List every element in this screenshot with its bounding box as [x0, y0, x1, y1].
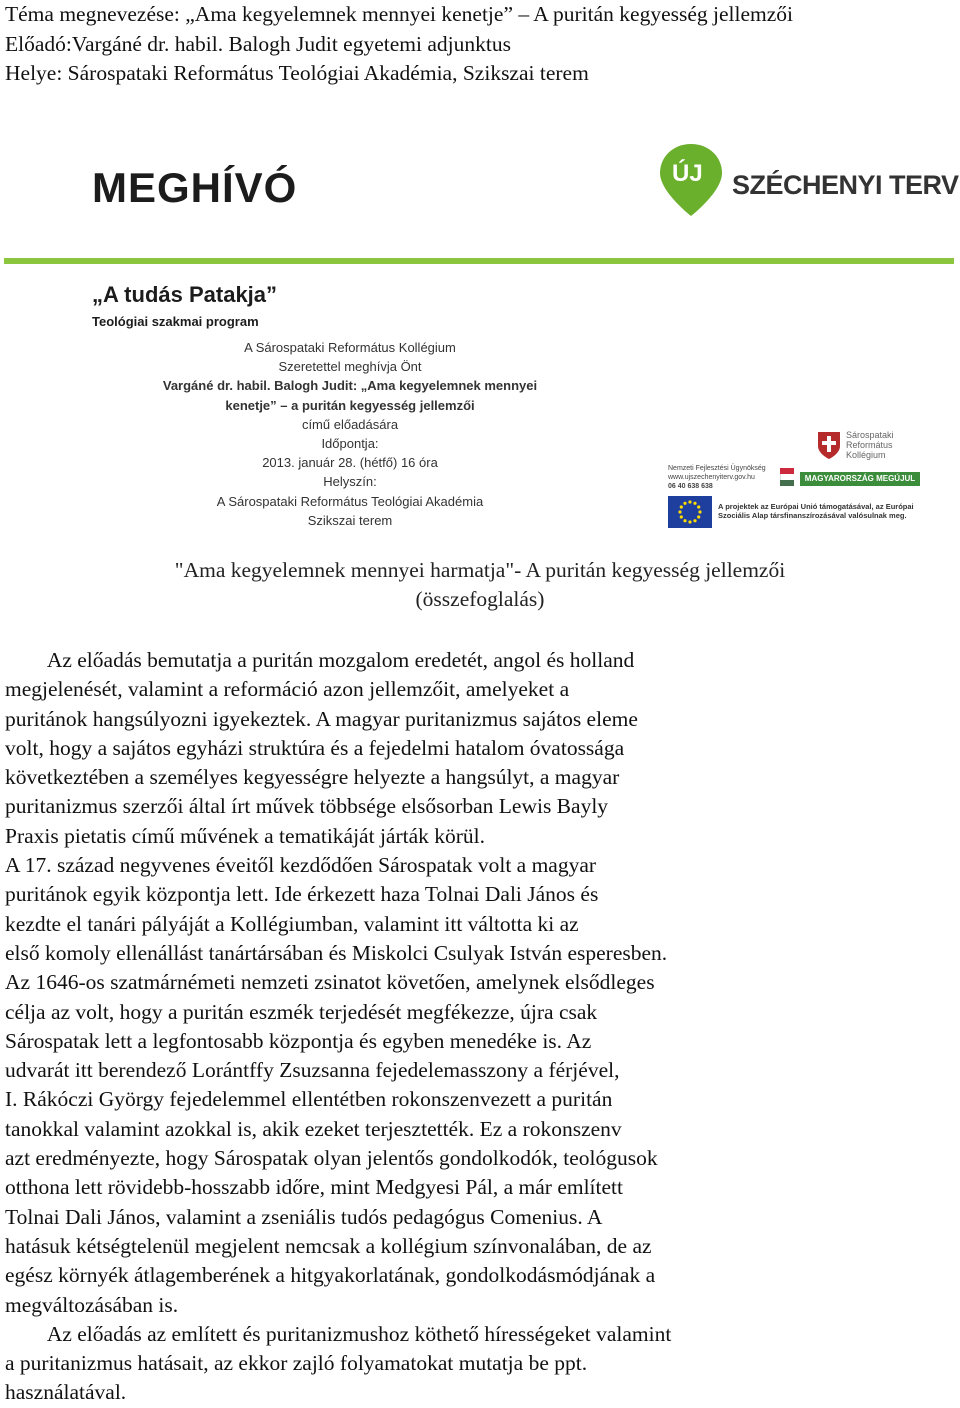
- magyarorszag-megujul-banner: MAGYARORSZÁG MEGÚJUL: [800, 472, 920, 486]
- invitation-line: A Sárospataki Református Kollégium: [244, 340, 456, 355]
- uj-label: ÚJ: [672, 160, 703, 187]
- header: [5, 0, 793, 89]
- summary-title-line: "Ama kegyelemnek mennyei harmatja"- A puritán kegyesség jellemzői: [174, 558, 786, 582]
- body-line: kezdte el tanári pályáját a Kollégiumban, valamint itt váltotta ki az: [5, 911, 579, 936]
- college-name-line: Református: [846, 440, 893, 450]
- body-line: puritanizmus szerzői által írt művek többsége elsősorban Lewis Bayly: [5, 794, 609, 819]
- body-line: Az előadás bemutatja a puritán mozgalom eredetét, angol és holland: [5, 648, 635, 672]
- body-line: A 17. század negyvenes éveitől kezdődően Sárospatak volt a magyar: [5, 853, 597, 878]
- eu-note-line: A projektek az Európai Unió támogatásával, az Európai: [718, 502, 914, 511]
- college-crest-icon: [816, 430, 842, 460]
- nfu-line: Nemzeti Fejlesztési Ügynökség: [668, 465, 766, 472]
- body-line: első komoly ellenállást tanártársában és Miskolci Csulyak István esperesben.: [5, 940, 668, 965]
- body-line: I. Rákóczi György fejedelemmel ellentétben rokonszenvezett a puritán: [5, 1087, 613, 1112]
- body-line: Az előadás az említett és puritanizmushoz köthető hírességeket valamint: [5, 1321, 672, 1346]
- body-line: a puritanizmus hatásait, az ekkor zajló folyamatokat mutatja be ppt.: [5, 1351, 588, 1376]
- body-line: megjelenését, valamint a reformáció azon jellemzőit, amelyeket a: [5, 677, 570, 702]
- summary-body: [5, 646, 935, 1408]
- topic-line: Téma megnevezése: „Ama kegyelemnek mennyei kenetje” – A puritán kegyesség jellemzői: [5, 2, 794, 26]
- hungarian-flag-icon: [780, 468, 794, 486]
- venue-line: Helye: Sárospataki Református Teológiai Akadémia, Szikszai terem: [5, 61, 589, 85]
- body-line: puritánok egyik központja lett. Ide érkezett haza Tolnai Dali János és: [5, 882, 599, 907]
- body-line: célja az volt, hogy a puritán eszmék terjedését megfékezze, újra csak: [5, 999, 598, 1024]
- body-line: azt eredményezte, hogy Sárospatak olyan jelentős gondolkodók, teológusok: [5, 1146, 658, 1171]
- college-name-line: Kollégium: [846, 450, 886, 460]
- program-title: „A tudás Patakja”: [92, 282, 278, 307]
- invitation-line: Vargáné dr. habil. Balogh Judit: „Ama kegyelemnek mennyei: [162, 378, 538, 394]
- invitation-line: A Sárospataki Református Teológiai Akadémia: [216, 493, 484, 509]
- body-line: otthona lett rövidebb-hosszabb időre, mint Medgyesi Pál, a már említett: [5, 1175, 623, 1200]
- invitation-heading: MEGHÍVÓ: [92, 164, 298, 211]
- body-line: udvarát itt berendező Lorántffy Zsuzsanna fejedelemasszony a férjével,: [5, 1058, 620, 1083]
- body-line: következtében a személyes kegyességre helyezte a hangsúlyt, a magyar: [5, 765, 620, 790]
- invitation-line: Helyszín:: [323, 474, 377, 490]
- body-line: használatával.: [5, 1380, 127, 1405]
- body-line: Sárospatak lett a legfontosabb központja és egyben menedéke is. Az: [5, 1028, 592, 1053]
- presenter-line: Előadó:Vargáné dr. habil. Balogh Judit egyetemi adjunktus: [5, 31, 511, 56]
- sponsor-logos: [668, 430, 922, 540]
- body-line: hatásuk kétségtelenül megjelent nemcsak a kollégium színvonalában, de az: [5, 1233, 652, 1258]
- body-line: Az 1646-os szatmárnémeti nemzeti zsinatot követően, amelynek elsődleges: [5, 970, 655, 995]
- body-line: puritánok hangsúlyozni igyekeztek. A magyar puritanizmus sajátos eleme: [5, 706, 638, 731]
- szechenyi-terv-logo: [656, 140, 959, 220]
- invitation-line: kenetje” – a puritán kegyesség jellemzői: [225, 397, 475, 413]
- nfu-line: 06 40 638 638: [668, 483, 713, 490]
- invitation-image: [0, 120, 960, 540]
- summary-title-line: (összefoglalás): [415, 587, 545, 611]
- body-line: Praxis pietatis című művének a tematikáját járták körül.: [5, 823, 486, 848]
- invitation-line: 2013. január 28. (hétfő) 16 óra: [262, 455, 438, 471]
- invitation-line: Szikszai terem: [307, 512, 393, 528]
- eu-flag-icon: [668, 496, 712, 528]
- college-name-line: Sárospataki: [846, 430, 894, 440]
- szechenyi-terv-text: SZÉCHENYI TERV: [732, 170, 959, 200]
- invitation-line: című előadására: [301, 416, 399, 432]
- invitation-line: Szeretettel meghívja Önt: [278, 359, 422, 375]
- nfu-line: www.ujszechenyiterv.gov.hu: [668, 474, 755, 481]
- program-subtitle: Teológiai szakmai program: [92, 314, 259, 329]
- summary-title: [0, 556, 960, 614]
- invitation-line: Időpontja:: [321, 436, 379, 452]
- body-line: tanokkal valamint azokkal is, akik ezeket terjesztették. Ez a rokonszenv: [5, 1116, 622, 1141]
- college-name: [846, 430, 894, 460]
- eu-funding-note: [718, 502, 914, 520]
- body-line: Tolnai Dali János, valamint a zseniális tudós pedagógus Comenius. A: [5, 1204, 603, 1229]
- body-line: volt, hogy a sajátos egyházi struktúra és a fejedelmi hatalom óvatossága: [5, 735, 625, 760]
- invitation-text: [90, 338, 610, 530]
- eu-note-line: Szociális Alap társfinanszírozásával valósulnak meg.: [718, 511, 907, 520]
- body-line: egész környék átlagemberének a hitgyakorlatának, gondolkodásmódjának a: [5, 1263, 656, 1288]
- nfu-info: [668, 464, 766, 491]
- divider-bar: [4, 258, 954, 264]
- body-line: megváltozásában is.: [5, 1292, 179, 1317]
